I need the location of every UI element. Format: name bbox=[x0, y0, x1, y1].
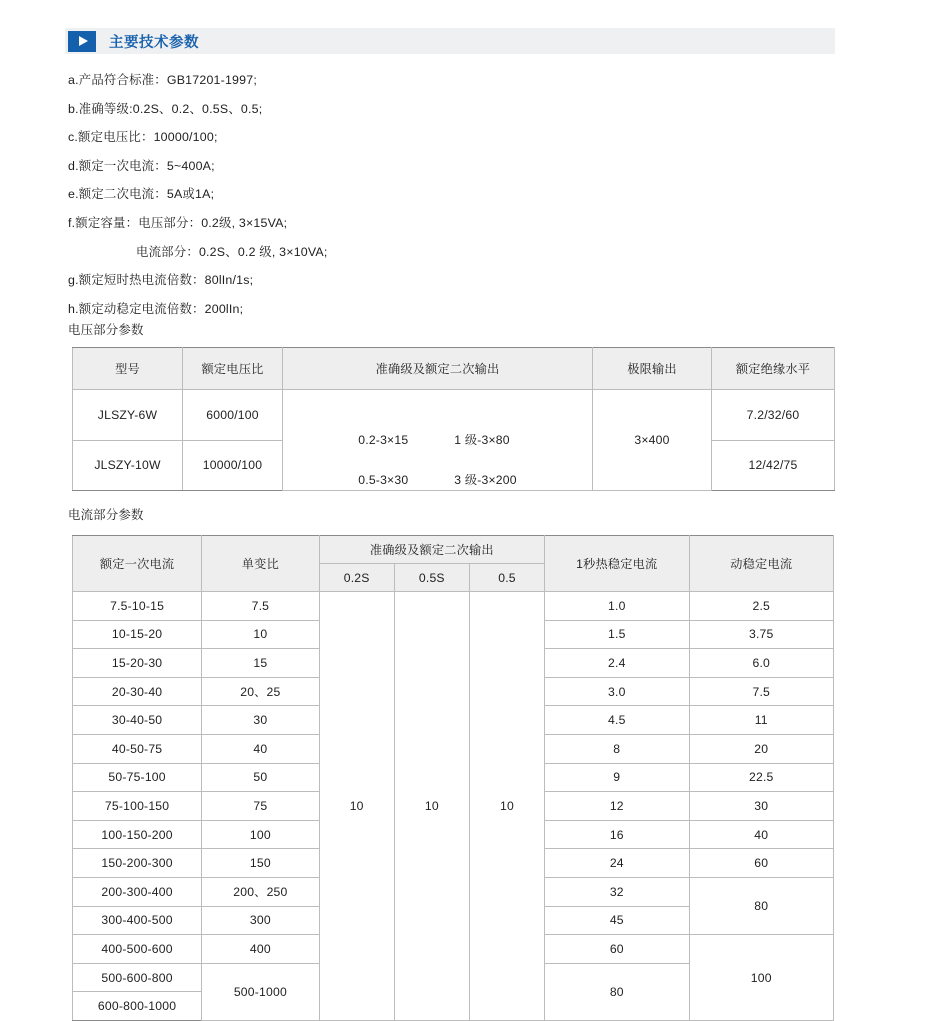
cell-dynamic-8: 30 bbox=[689, 792, 833, 821]
header-model: 型号 bbox=[73, 348, 183, 390]
cell-ratio-11: 200、250 bbox=[202, 877, 319, 906]
cell-thermal-2: 1.5 bbox=[545, 620, 689, 649]
spec-item-b: b.准确等级:0.2S、0.2、0.5S、0.5; bbox=[68, 101, 263, 116]
cell-primary-4: 20-30-40 bbox=[73, 677, 202, 706]
cell-primary-7: 50-75-100 bbox=[73, 763, 202, 792]
cell-thermal-4: 3.0 bbox=[545, 677, 689, 706]
cell-dynamic-100: 100 bbox=[689, 935, 833, 1021]
cell-insulation-2: 12/42/75 bbox=[712, 440, 835, 491]
header-class-05: 0.5 bbox=[469, 564, 544, 592]
accuracy-line1-left: 0.2-3×15 bbox=[358, 433, 409, 447]
cell-primary-9: 100-150-200 bbox=[73, 820, 202, 849]
cell-thermal-12: 45 bbox=[545, 906, 689, 935]
cell-primary-8: 75-100-150 bbox=[73, 792, 202, 821]
cell-ratio-4: 20、25 bbox=[202, 677, 319, 706]
spec-item-f: f.额定容量：电压部分：0.2级, 3×15VA; bbox=[68, 215, 288, 230]
cell-class-05-value: 10 bbox=[469, 592, 544, 1021]
cell-primary-3: 15-20-30 bbox=[73, 649, 202, 678]
cell-primary-1: 7.5-10-15 bbox=[73, 592, 202, 621]
header-single-ratio: 单变比 bbox=[202, 536, 319, 592]
header-thermal-current: 1秒热稳定电流 bbox=[545, 536, 689, 592]
header-class-02s: 0.2S bbox=[319, 564, 394, 592]
cell-dynamic-80: 80 bbox=[689, 877, 833, 934]
cell-primary-13: 400-500-600 bbox=[73, 935, 202, 964]
cell-thermal-6: 8 bbox=[545, 734, 689, 763]
cell-model-1: JLSZY-6W bbox=[73, 390, 183, 441]
spec-item-d: d.额定一次电流：5~400A; bbox=[68, 158, 215, 173]
cell-dynamic-10: 60 bbox=[689, 849, 833, 878]
cell-ratio-5: 30 bbox=[202, 706, 319, 735]
cell-primary-15: 600-800-1000 bbox=[73, 992, 202, 1021]
cell-ratio-1: 7.5 bbox=[202, 592, 319, 621]
cell-thermal-9: 16 bbox=[545, 820, 689, 849]
cell-dynamic-4: 7.5 bbox=[689, 677, 833, 706]
cell-ratio-2: 10000/100 bbox=[183, 440, 283, 491]
cell-dynamic-7: 22.5 bbox=[689, 763, 833, 792]
cell-primary-2: 10-15-20 bbox=[73, 620, 202, 649]
header-dynamic-current: 动稳定电流 bbox=[689, 536, 833, 592]
cell-class-05s-value: 10 bbox=[394, 592, 469, 1021]
cell-ratio-3: 15 bbox=[202, 649, 319, 678]
cell-limit-output: 3×400 bbox=[593, 390, 712, 491]
cell-thermal-80: 80 bbox=[545, 963, 689, 1020]
spec-item-a: a.产品符合标准：GB17201-1997; bbox=[68, 73, 257, 87]
cell-ratio-7: 50 bbox=[202, 763, 319, 792]
voltage-table-caption: 电压部分参数 bbox=[68, 323, 144, 337]
current-parameters-table bbox=[72, 535, 834, 1021]
section-header-band bbox=[65, 28, 835, 54]
header-primary-current: 额定一次电流 bbox=[73, 536, 202, 592]
cell-ratio-6: 40 bbox=[202, 734, 319, 763]
play-triangle-icon bbox=[68, 31, 96, 52]
cell-dynamic-5: 11 bbox=[689, 706, 833, 735]
cell-dynamic-2: 3.75 bbox=[689, 620, 833, 649]
spec-item-f-continuation: 电流部分：0.2S、0.2 级, 3×10VA; bbox=[136, 244, 328, 259]
header-limit-output: 极限输出 bbox=[593, 348, 712, 390]
spec-item-h: h.额定动稳定电流倍数：200lIn; bbox=[68, 301, 244, 316]
cell-ratio-12: 300 bbox=[202, 906, 319, 935]
cell-primary-6: 40-50-75 bbox=[73, 734, 202, 763]
current-table-header-row-1 bbox=[73, 536, 834, 564]
cell-primary-14: 500-600-800 bbox=[73, 963, 202, 992]
spec-list bbox=[68, 66, 668, 323]
header-insulation-level: 额定绝缘水平 bbox=[712, 348, 835, 390]
table-row bbox=[73, 592, 834, 621]
cell-class-02s-value: 10 bbox=[319, 592, 394, 1021]
cell-ratio-10: 150 bbox=[202, 849, 319, 878]
spec-item-c: c.额定电压比：10000/100; bbox=[68, 130, 218, 145]
cell-accuracy-output bbox=[283, 390, 593, 491]
cell-primary-5: 30-40-50 bbox=[73, 706, 202, 735]
cell-ratio-8: 75 bbox=[202, 792, 319, 821]
cell-primary-10: 150-200-300 bbox=[73, 849, 202, 878]
voltage-table-header-row bbox=[73, 348, 835, 390]
cell-primary-11: 200-300-400 bbox=[73, 877, 202, 906]
voltage-parameters-table bbox=[72, 347, 835, 491]
cell-thermal-11: 32 bbox=[545, 877, 689, 906]
cell-dynamic-6: 20 bbox=[689, 734, 833, 763]
header-class-05s: 0.5S bbox=[394, 564, 469, 592]
current-table-caption: 电流部分参数 bbox=[68, 508, 144, 522]
header-voltage-ratio: 额定电压比 bbox=[183, 348, 283, 390]
cell-insulation-1: 7.2/32/60 bbox=[712, 390, 835, 441]
cell-ratio-1: 6000/100 bbox=[183, 390, 283, 441]
cell-ratio-9: 100 bbox=[202, 820, 319, 849]
cell-thermal-10: 24 bbox=[545, 849, 689, 878]
accuracy-line2-right: 3 级-3×200 bbox=[454, 473, 517, 487]
accuracy-line1-right: 1 级-3×80 bbox=[454, 433, 510, 447]
accuracy-line2-left: 0.5-3×30 bbox=[358, 473, 409, 487]
cell-dynamic-3: 6.0 bbox=[689, 649, 833, 678]
spec-item-e: e.额定二次电流：5A或1A; bbox=[68, 187, 215, 202]
cell-ratio-13: 400 bbox=[202, 935, 319, 964]
page-title: 主要技术参数 bbox=[109, 34, 199, 51]
spec-item-g: g.额定短时热电流倍数：80lIn/1s; bbox=[68, 273, 254, 288]
cell-thermal-1: 1.0 bbox=[545, 592, 689, 621]
header-accuracy-output: 准确级及额定二次输出 bbox=[319, 536, 544, 564]
cell-dynamic-9: 40 bbox=[689, 820, 833, 849]
cell-thermal-3: 2.4 bbox=[545, 649, 689, 678]
cell-primary-12: 300-400-500 bbox=[73, 906, 202, 935]
cell-thermal-7: 9 bbox=[545, 763, 689, 792]
cell-thermal-8: 12 bbox=[545, 792, 689, 821]
cell-ratio-2: 10 bbox=[202, 620, 319, 649]
cell-model-2: JLSZY-10W bbox=[73, 440, 183, 491]
header-accuracy-output: 准确级及额定二次输出 bbox=[283, 348, 593, 390]
cell-thermal-13: 60 bbox=[545, 935, 689, 964]
cell-ratio-500-1000: 500-1000 bbox=[202, 963, 319, 1020]
cell-thermal-5: 4.5 bbox=[545, 706, 689, 735]
cell-dynamic-1: 2.5 bbox=[689, 592, 833, 621]
table-row bbox=[73, 390, 835, 441]
